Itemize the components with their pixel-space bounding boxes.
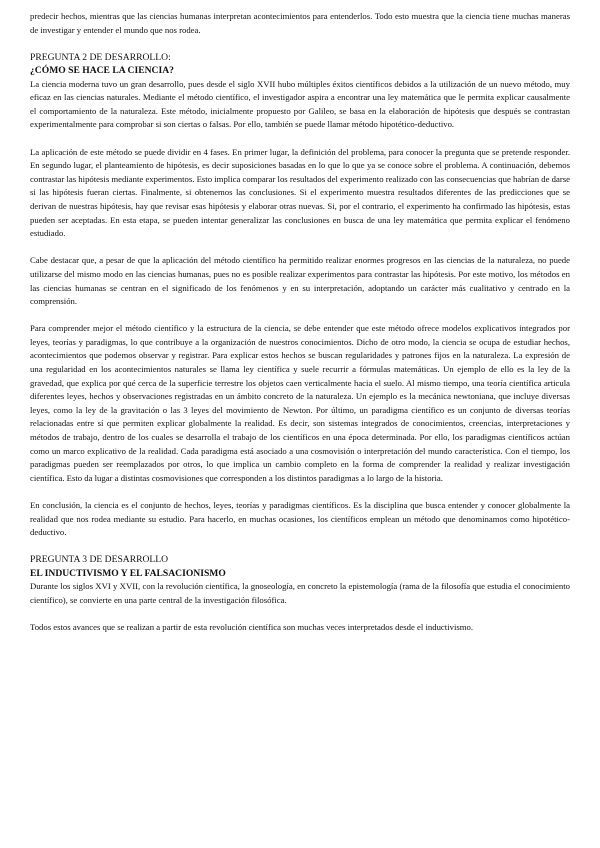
section-2: [30, 51, 570, 540]
section-2-paragraph-3: Cabe destacar que, a pesar de que la aplicación del método científico ha permitido realizar enormes progresos en las ciencias de la naturaleza, no puede utilizarse del mismo modo en las ciencias humanas, pues no es posible realizar experimentos para contrastar las hipótesis. Por este motivo, los métodos en las ciencias humanas se centran en el significado de los fenómenos y en su interpretación, adoptando un carácter más cualitativo y centrado en la comprensión.: [30, 255, 570, 307]
section-2-paragraph-4: Para comprender mejor el método científico y la estructura de la ciencia, se debe entender que este método ofrece modelos explicativos integrados por leyes, teorías y paradigmas, lo que contribuye a la organización de nuestros conocimientos. Dicho de otro modo, la ciencia se ocupa de estudiar hechos, acontecimientos que podemos observar y registrar. Para explicar estos hechos se buscan regularidades y patrones fijos en la naturaleza. La expresión de una regularidad en los acontecimientos naturales se llama ley científica y suele recurrir a fórmulas matemáticas. Un ejemplo de ello es la ley de la gravedad, que explica por qué cerca de la superficie terrestre los objetos caen verticalmente hacia el suelo. Al mismo tiempo, una teoría científica articula diferentes leyes, hechos y observaciones registradas en un ámbito concreto de la naturaleza. Un ejemplo es la mecánica newtoniana, que incluye diversas leyes, como la ley de la gravitación o las 3 leyes del movimiento de Newton. Por último, un paradigma científico es un conjunto de diversas teorías relacionadas entre sí que permiten explicar globalmente la realidad. Es decir, son sistemas integrados de conocimientos, creencias, interpretaciones y métodos de trabajo, dentro de los cuales se desarrolla el trabajo de los científicos en una época determinada. Por ello, los paradigmas científicos actúan como un marco explicativo de la realidad. Cada paradigma está asociado a una cosmovisión o interpretación del mundo característica. Con el tiempo, los paradigmas pueden ser reemplazados por otros, lo que implica un cambio completo en la forma de comprender la realidad y realizar investigación científica. Esto da lugar a distintas cosmovisiones que corresponden a los distintos paradigmas a lo largo de la historia.: [30, 323, 570, 483]
section-3-paragraph-1: Durante los siglos XVI y XVII, con la revolución científica, la gnoseología, en concreto la epistemología (rama de la filosofía que estudia el conocimiento científico), se convierte en una parte central de la investigación filosófica.: [30, 581, 570, 605]
section-3-subheading: EL INDUCTIVISMO Y EL FALSACIONISMO: [30, 567, 226, 579]
section-3: [30, 553, 570, 634]
section-3-paragraph-2: Todos estos avances que se realizan a partir de esta revolución científica son muchas veces interpretados desde el inductivismo.: [30, 621, 474, 632]
section-2-subheading: ¿CÓMO SE HACE LA CIENCIA?: [30, 65, 174, 77]
section-2-paragraph-2: La aplicación de este método se puede dividir en 4 fases. En primer lugar, la definición del problema, para conocer la pregunta que se pretende responder. En segundo lugar, el planteamiento de hipótesis, es decir suposiciones basadas en lo que lo que ya se conoce sobre el problema. A continuación, debemos contrastar las hipótesis mediante experimentos. Esto implica comparar los resultados del experimento realizado con las consecuencias que habrían de darse si las hipótesis fueran ciertas. Finalmente, si obtenemos las conclusiones. Si el experimento muestra resultados diferentes de las predicciones que se derivan de nuestras hipótesis, hay que revisar esas hipótesis y elaborar otras nuevas. Si, por el contrario, el experimento ha confirmado las hipótesis, estas pueden ser aceptadas. En esta etapa, se pueden intentar generalizar las conclusiones en busca de una ley matemática que permita explicar el fenómeno estudiado.: [30, 146, 570, 239]
section-2-paragraph-5: En conclusión, la ciencia es el conjunto de hechos, leyes, teorías y paradigmas científicos. Es la disciplina que busca entender y conocer globalmente la realidad que nos rodea mediante su estudio. Para hacerlo, en muchas ocasiones, los científicos emplean un método que denominamos como hipotético-deductivo.: [30, 500, 570, 538]
section-2-paragraph-1: La ciencia moderna tuvo un gran desarrollo, pues desde el siglo XVII hubo múltiples éxitos científicos debidos a la utilización de un nuevo método, muy eficaz en las ciencias naturales. Mediante el método científico, el investigador aspira a encontrar una ley matemática que le permita explicar causalmente el comportamiento de la naturaleza. Este método, inicialmente propuesto por Galileo, se basa en la elaboración de hipótesis que después se contrastan experimentalmente para comprobar si son ciertas o falsas. Por ello, también se puede llamar método hipotético-deductivo.: [30, 78, 570, 130]
section-3-heading: PREGUNTA 3 DE DESARROLLO: [30, 554, 169, 566]
section-2-heading: PREGUNTA 2 DE DESARROLLO:: [30, 51, 171, 63]
intro-paragraph: predecir hechos, mientras que las ciencias humanas interpretan acontecimientos para entenderlos. Todo esto muestra que la ciencia tiene muchas maneras de investigar y entender el mundo que nos rodea.: [30, 11, 570, 35]
